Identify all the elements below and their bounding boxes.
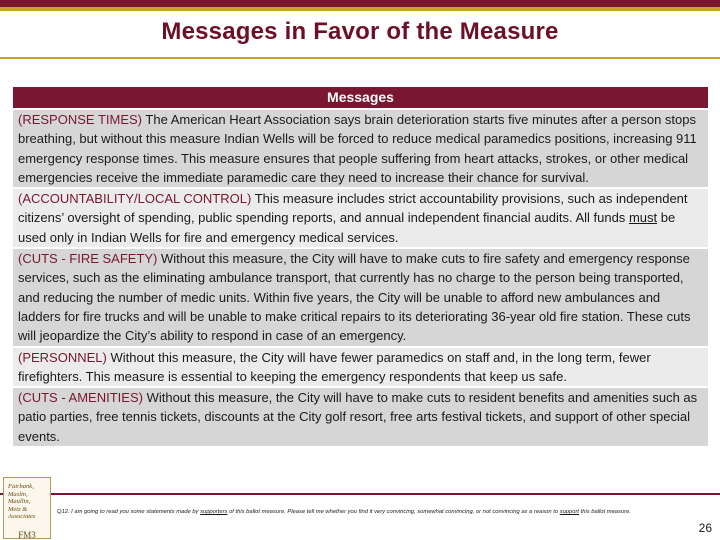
title-divider (0, 57, 720, 59)
message-text: Without this measure, the City will have to make cuts to fire safety and emergency response services, such as the eliminating ambulance transport, that currently has no charge to the person being transported, and reducing the number of medic units. Within five years, the City will be unable to afford new ambulances and ladders for fire trucks and will be unable to make critical repairs to its deteriorating 36-year old fire station. These cuts will jeopardize the City’s ability to respond in case of an emergency. (18, 251, 691, 344)
question-text: of this ballot measure. Please tell me whether you find it very convincing, somewhat convincing, or not convincing as a reason to (227, 509, 560, 515)
logo-code: FM3 (18, 530, 36, 540)
messages-table (13, 87, 708, 446)
message-row-personnel (13, 347, 708, 388)
message-text: Without this measure, the City will have fewer paramedics on staff and, in the long term, fewer firefighters. This measure is essential to keeping the emergency respondents that keep us safe. (18, 349, 651, 384)
message-tag: (ACCOUNTABILITY/LOCAL CONTROL) (18, 191, 252, 207)
logo-line: Maullin, (8, 498, 31, 506)
logo-line: Maslin, (8, 490, 28, 498)
message-text: be used only in Indian Wells for fire and emergency medical services. (18, 210, 676, 245)
question-emphasis: supporters (200, 509, 228, 515)
logo-line: Fairbank, (8, 483, 34, 490)
message-text: The American Heart Association says brain deterioration starts five minutes after a person stops breathing, but without this measure Indian Wells will be forced to reduce medical paramedics positions, increasing 911 emergency response times. This measure ensures that people suffering from heart attacks, strokes, or other medical emergencies receive the immediate paramedic care they need to increase their chance for survival. (18, 112, 697, 185)
message-tag: (PERSONNEL) (18, 349, 107, 365)
slide-title: Messages in Favor of the Measure (161, 18, 559, 45)
question-text: this ballot measure. (579, 509, 631, 515)
message-tag: (CUTS - AMENITIES) (18, 390, 143, 406)
question-emphasis: support (559, 509, 580, 515)
message-tag: (CUTS - FIRE SAFETY) (18, 251, 158, 267)
logo-line: Metz & (8, 505, 28, 513)
top-accent-band (0, 0, 720, 7)
top-accent-stripe (0, 7, 720, 11)
message-row-response-times (13, 109, 708, 188)
question-text: Q12. I am going to read you some statements made by (57, 509, 201, 515)
table-header: Messages (13, 87, 708, 109)
footer-divider (0, 493, 720, 495)
message-text: Without this measure, the City will have to make cuts to resident benefits and amenities such as patio parties, free tennis tickets, discounts at the City golf resort, free arts festival tickets, and support of other special events. (18, 390, 698, 444)
message-text: This measure includes strict accountability provisions, such as independent citizens’ oversight of spending, public spending reports, and annual independent financial audits. All funds (18, 191, 688, 226)
message-row-fire-safety (13, 248, 708, 346)
page-number: 26 (698, 521, 712, 535)
survey-question-note (57, 508, 687, 517)
logo-line: Associates (8, 513, 36, 521)
message-tag: (RESPONSE TIMES) (18, 112, 143, 127)
message-text-emphasis: must (628, 210, 658, 226)
message-row-accountability (13, 188, 708, 248)
logo-wordmark (8, 483, 48, 521)
company-logo (3, 477, 51, 539)
message-row-amenities (13, 387, 708, 446)
